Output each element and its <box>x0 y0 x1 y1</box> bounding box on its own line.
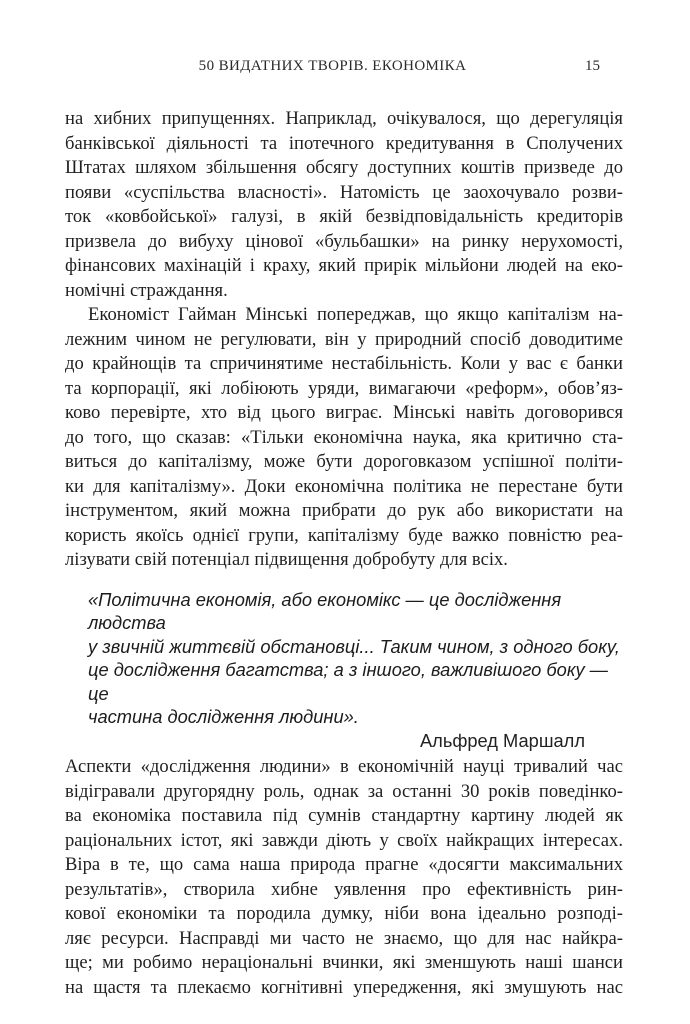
text-line: Віра в те, що сама наша природа прагне «досягти максимальних <box>65 854 623 875</box>
quote-line: це дослідження багатства; а з іншого, важливішого боку — це <box>88 659 608 704</box>
paragraph <box>65 755 623 1000</box>
text-line: інструментом, який можна прибрати до рук або використати на <box>65 500 623 521</box>
text-line: ково перевірте, хто від цього виграє. Мінські навіть договорився <box>65 402 623 423</box>
text-line: фінансових махінацій і краху, який прирік мільйони людей на еко- <box>65 255 623 276</box>
page-text-column <box>65 107 623 1000</box>
text-line: призвела до вибуху цінової «бульбашки» на ринку нерухомості, <box>65 230 623 252</box>
text-line: лізувати свій потенціал підвищення добробуту для всіх. <box>65 549 508 570</box>
text-line: номічні страждання. <box>65 279 228 301</box>
block-quote <box>88 588 623 753</box>
text-line: ток «ковбойської» галузі, в якій безвідповідальність кредиторів <box>65 206 623 227</box>
text-line: результатів», створила хибне уявлення про ефективність рин- <box>65 878 623 900</box>
quote-line: частина дослідження людини». <box>88 706 359 727</box>
text-line: банківської діяльності та іпотечного кредитування в Сполучених <box>65 132 623 154</box>
text-line: лежним чином не регулювати, він у природний спосіб доводитиме <box>65 328 623 350</box>
quote-line: у звичній життєвій обстановці... Таким чином, з одного боку, <box>88 635 620 657</box>
text-line: на хибних припущеннях. Наприклад, очікувалося, що дерегуляція <box>65 108 623 129</box>
text-line: відігравали другорядну роль, однак за останні 30 років поведінко- <box>65 780 623 802</box>
text-line: користь якоїсь однієї групи, капіталізму буде важко повністю реа- <box>65 524 623 546</box>
quote-line: «Політична економія, або економікс — це дослідження людства <box>88 588 562 633</box>
text-line: кової економіки та породила думку, ніби вона ідеально розподі- <box>65 903 623 924</box>
text-line: Аспекти «дослідження людини» в економічній науці тривалий час <box>65 756 623 777</box>
text-line: до того, що сказав: «Тільки економічна наука, яка критично ста- <box>65 426 623 448</box>
text-line: на щастя та плекаємо когнітивні упередження, які змушують нас <box>65 976 623 998</box>
text-line: ва економіка поставила під сумнів стандартну картину людей як <box>65 805 623 826</box>
text-line: ки для капіталізму». Доки економічна політика не перестане бути <box>65 475 623 497</box>
text-line: виться до капіталізму, може бути дороговказом успішної політи- <box>65 451 623 472</box>
text-line: ще; ми робимо нераціональні вчинки, які зменшують наші шанси <box>65 952 623 973</box>
text-line: появи «суспільства власності». Натомість це заохочувало розви- <box>65 181 623 203</box>
text-line: Штатах шляхом збільшення обсягу доступних коштів призведе до <box>65 157 623 178</box>
page-number: 15 <box>585 58 600 74</box>
text-line: раціональних істот, які завжди діють у своїх найкращих інтересах. <box>65 829 623 851</box>
paragraph <box>65 303 623 573</box>
running-header <box>65 57 600 77</box>
quote-attribution: Альфред Маршалл <box>419 729 585 751</box>
paragraph <box>65 107 623 303</box>
text-line: до крайнощів та спричинятиме нестабільність. Коли у вас є банки <box>65 353 623 374</box>
text-line: та корпорації, які лобіюють уряди, вимагаючи «реформ», обов’яз- <box>65 377 623 399</box>
running-title: 50 ВИДАТНИХ ТВОРІВ. ЕКОНОМІКА <box>198 58 467 74</box>
text-line: ляє ресурси. Насправді ми часто не знаємо, що для нас найкра- <box>65 927 623 949</box>
text-line: Економіст Гайман Мінські попереджав, що якщо капіталізм на- <box>88 304 623 325</box>
